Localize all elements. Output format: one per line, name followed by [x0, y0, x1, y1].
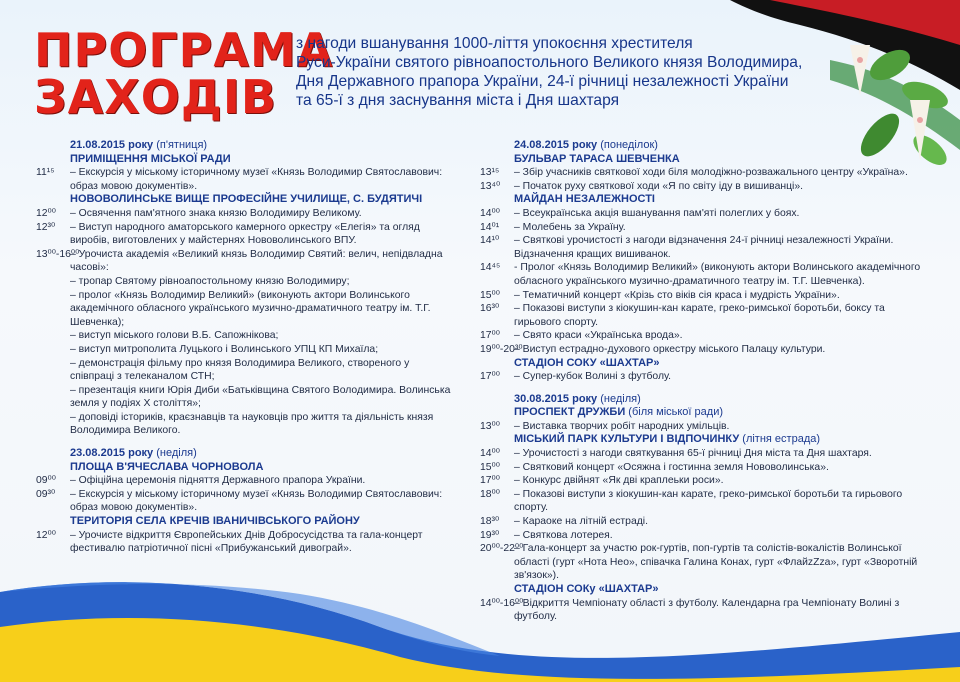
- event-item: 14⁴⁵ - Пролог «Князь Володимир Великий» (виконують актори Волинського академічного обласного українського музично-драматичного театру ім. Т.Г. Шевченка).: [480, 262, 921, 287]
- venue-heading: МАЙДАН НЕЗАЛЕЖНОСТІ: [514, 193, 655, 206]
- event-item: 18³⁰ – Караоке на літній естраді.: [480, 516, 648, 528]
- day-heading: 23.08.2015 року (неділя): [70, 447, 197, 460]
- event-subitem: – презентація книги Юрія Диби «Батьківщина Святого Володимира. Волинська земля у подіях Х століття»;: [70, 384, 451, 410]
- event-item: 17⁰⁰ – Свято краси «Українська врода».: [480, 330, 683, 342]
- event-item: 13⁰⁰ – Виставка творчих робіт народних умільців.: [480, 420, 730, 432]
- event-item: 19⁰⁰-20³⁰– Виступ естрадно-духового оркестру міського Палацу культури.: [480, 343, 826, 355]
- event-item: 17⁰⁰ – Конкурс двійнят «Як дві краплеьки роси».: [480, 475, 724, 487]
- venue-heading: ПРИМІЩЕННЯ МІСЬКОЇ РАДИ: [70, 152, 231, 165]
- venue-heading: ТЕРИТОРІЯ СЕЛА КРЕЧІВ ІВАНИЧІВСЬКОГО РАЙОНУ: [70, 515, 360, 528]
- event-item: 16³⁰ – Показові виступи з кіокушин-кан карате, греко-римської боротьби, боксу та гирьового спорту.: [480, 303, 885, 328]
- program-title: [34, 23, 334, 124]
- event-item: 13⁴⁰ – Початок руху святкової ходи «Я по світу іду в вишиванці».: [480, 180, 804, 192]
- title-line-2: ЗАХОДІВ: [34, 70, 277, 124]
- event-item: 12⁰⁰ – Урочисте відкриття Європейських Днів Добросусідства та гала-концерт фестивалю патріотичної пісні «Прибужанський дивограй».: [36, 529, 423, 555]
- day-heading: 21.08.2015 року (п'ятниця): [70, 139, 208, 151]
- schedule-left-column: [36, 138, 456, 556]
- event-item: 12⁰⁰ – Освячення пам'ятного знака князю Володимиру Великому.: [36, 207, 362, 219]
- event-item: 14¹⁰ – Святкові урочистості з нагоди відзначення 24-ї річниці незалежності України. Відзначення кращих вишиванок.: [480, 235, 894, 260]
- title-line-1: ПРОГРАМА: [34, 23, 334, 77]
- venue-heading: НОВОВОЛИНСЬКЕ ВИЩЕ ПРОФЕСІЙНЕ УЧИЛИЩЕ, С. БУДЯТИЧІ: [70, 193, 423, 206]
- subtitle-line: Руси-України святого рівноапостольного Великого князя Володимира,: [296, 54, 803, 71]
- event-subitem: – доповіді істориків, краєзнавців та науковців про життя та діяльність князя Володимира Великого.: [70, 411, 434, 437]
- event-item: 15⁰⁰ – Святковий концерт «Осяжна і гостинна земля Нововолинська».: [480, 461, 829, 473]
- venue-heading: МІСЬКИЙ ПАРК КУЛЬТУРИ І ВІДПОЧИНКУ (літня естрада): [514, 433, 821, 446]
- event-item: 13⁰⁰-16⁰⁰– Урочиста академія «Великий князь Володимир Святий: велич, непідвладна часові»:: [36, 248, 443, 274]
- schedule-right-column: [480, 138, 922, 624]
- event-item: 14⁰⁰-16⁰⁰– Відкриття Чемпіонату області з футболу. Календарна гра Чемпіонату Волині з футболу.: [480, 597, 900, 623]
- day-heading: 30.08.2015 року (неділя): [514, 392, 641, 405]
- venue-heading: ПЛОЩА В'ЯЧЕСЛАВА ЧОРНОВОЛА: [70, 460, 264, 473]
- program-subtitle: [296, 34, 816, 110]
- venue-heading: СТАДІОН СОКУ «ШАХТАР»: [514, 356, 660, 369]
- event-subitem: – тропар Святому рівноапостольному князю Володимиру;: [70, 275, 350, 287]
- day-heading: 24.08.2015 року (понеділок): [514, 139, 658, 151]
- subtitle-line: та 65-ї з дня заснування міста і Дня шахтаря: [296, 92, 620, 109]
- venue-heading: СТАДІОН СОКу «ШАХТАР»: [514, 583, 659, 595]
- event-subitem: – пролог «Князь Володимир Великий» (виконують актори Волинського академічного обласного українського музично-драматичного театру ім. Т.Г. Шевченка);: [70, 289, 431, 328]
- event-item: 09³⁰ – Екскурсія у міському історичному музеї «Князь Володимир Святославович: образ мовою документів».: [36, 488, 443, 514]
- event-subitem: – виступ митрополита Луцького і Волинського УПЦ КП Михаїла;: [70, 343, 379, 355]
- venue-heading: БУЛЬВАР ТАРАСА ШЕВЧЕНКА: [514, 152, 680, 165]
- event-item: 18⁰⁰ – Показові виступи з кіокушин-кан карате, греко-римської боротьби та гирьового спорту.: [480, 488, 903, 514]
- event-item: 12³⁰ – Виступ народного аматорського камерного оркестру «Елегія» та огляд виробів, виготовлених у майстернях Нововолинського ВПУ.: [36, 221, 420, 247]
- event-item: 09⁰⁰ – Офіційна церемонія підняття Державного прапора України.: [36, 475, 366, 487]
- event-item: 19³⁰ – Святкова лотерея.: [480, 529, 613, 541]
- event-item: 11¹⁵ – Екскурсія у міському історичному музеї «Князь Володимир Святославович: образ мовою документів».: [36, 167, 443, 192]
- event-item: 14⁰⁰ – Урочистості з нагоди святкування 65-ї річниці Дня міста та Дня шахтаря.: [480, 448, 872, 460]
- subtitle-line: з нагоди вшанування 1000-ліття упокоєння хрестителя: [296, 35, 693, 52]
- event-item: 14⁰¹ – Молебень за Україну.: [480, 221, 626, 233]
- event-subitem: – демонстрація фільму про князя Володимира Великого, створеного у співпраці з телеканалом СТН;: [70, 357, 410, 383]
- subtitle-line: Дня Державного прапора України, 24-ї річниці незалежності України: [296, 73, 789, 90]
- event-item: 17⁰⁰ – Супер-кубок Волині з футболу.: [480, 371, 672, 383]
- event-item: 15⁰⁰ – Тематичний концерт «Крізь сто віків сія краса і мудрість України».: [480, 289, 840, 301]
- event-item: 20⁰⁰-22⁰⁰– Гала-концерт за участю рок-гуртів, поп-гуртів та солістів-вокалістів Волинської області (гурт «Нота Нео», співачка Галина Конах, гурт «ФлайzZza», гурт «Зворотній зв'язок»).: [480, 543, 918, 582]
- event-item: 14⁰⁰ – Всеукраїнська акція вшанування пам'яті полеглих у боях.: [480, 207, 800, 219]
- event-subitem: – виступ міського голови В.Б. Сапожнікова;: [70, 330, 279, 342]
- venue-heading: ПРОСПЕКТ ДРУЖБИ (біля міської ради): [514, 406, 723, 419]
- event-item: 13¹⁵ – Збір учасників святкової ходи біля молодіжно-розважального центру «Україна».: [480, 167, 908, 179]
